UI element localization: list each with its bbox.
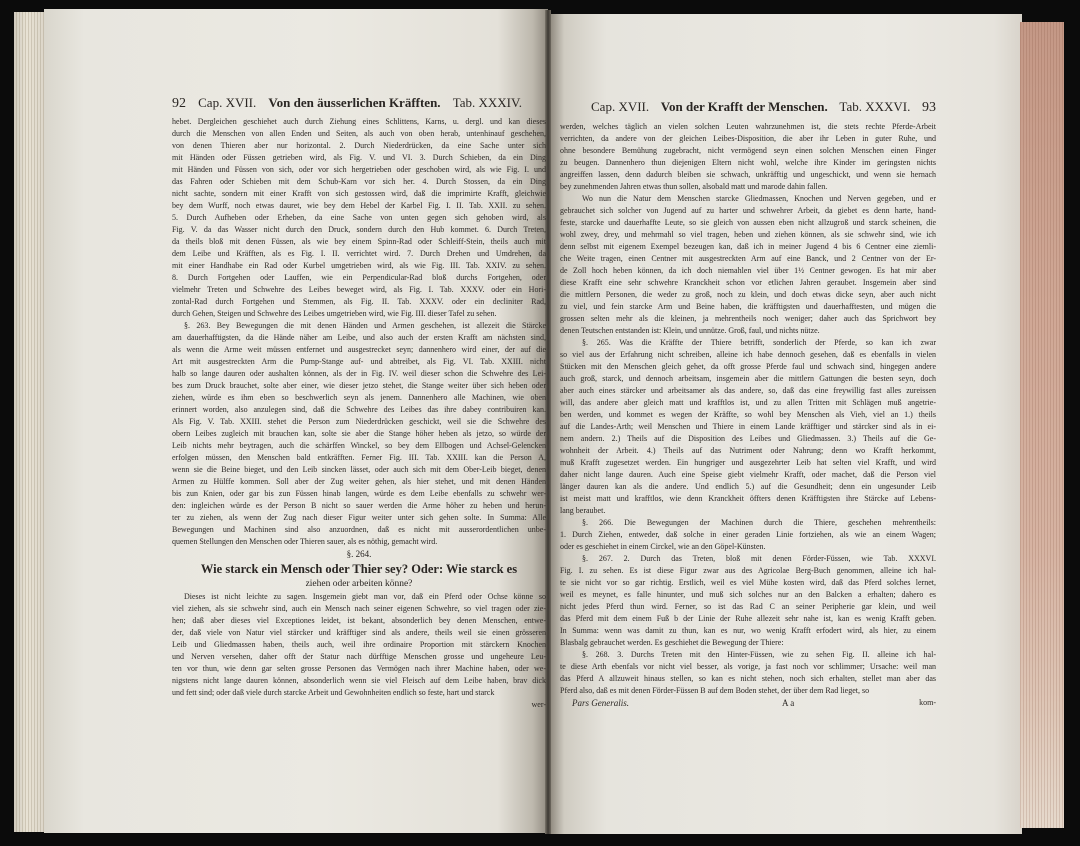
text-line: durch Gehen, Steigen und Schwehre des Leibes umgetrieben wird, wie Fig. III. dieser Tafel zu sehen. bbox=[172, 309, 497, 318]
text-line: vielmehr Treten und Schwehre des Leibes beweget wird, als Fig. I. Tab. XXXV. oder ein Hori- bbox=[172, 285, 546, 294]
text-line: §. 265. Was die Kräffte der Thiere betrifft, sonderlich der Pferde, so kan ich zwar bbox=[582, 338, 936, 347]
right-text-body bbox=[560, 121, 936, 697]
text-line: am dauerhafftigsten, da die Hände näher am Leibe, und also auch der ersten Krafft am nächsten sind, bbox=[172, 333, 546, 342]
paragraph bbox=[172, 320, 546, 548]
text-line: Leib nichts mehr beytragen, auch die schärffen Winckel, so bey dem Ellbogen und Achsel-Gelencken bbox=[172, 441, 546, 450]
text-line: grossen selten mehr als die kleinen, ja mehrentheils noch weniger; daher auch das Sprichwort bey bbox=[560, 314, 936, 323]
paragraph bbox=[560, 121, 936, 193]
text-line: hebet. Dergleichen geschiehet auch durch Ziehung eines Schlittens, Karns, u. dergl. und kan dieses bbox=[172, 117, 546, 126]
text-line: feste, starcke und dauerhaffte Leute, so sie gleich von aussen eben nicht allzugroß und starck scheinen, die bbox=[560, 218, 936, 227]
page-number: 92 bbox=[172, 96, 186, 111]
text-line: che Weite tragen, einen Centner mit ausgestreckten Arm auf eine Banck, und 2 Centner von der Er- bbox=[560, 254, 936, 263]
text-line: zontal-Rad durch Fortgehen und Stemmen, als Fig. II. Tab. XXXV. oder ein decliniter Rad, bbox=[172, 297, 546, 306]
paragraph bbox=[560, 193, 936, 337]
text-line: zu viel, und fein starcke Arm und Beine haben, die kräfftigsten und dauerhafftesten, und mügen die bbox=[560, 302, 936, 311]
footer-title: Pars Generalis. bbox=[572, 698, 629, 708]
text-line: te diese Arth ebenfals vor nicht viel besser, als vorige, ja fast noch vor schlimmer; Ursache: weil man bbox=[560, 662, 936, 671]
text-line: erfolgen müssen, den Menschen bald entkräfften. Ferner Fig. III. Tab. XXIII. kan die Person A, bbox=[172, 453, 546, 462]
text-line: denn selbst mit eigenem Exempel bezeugen kan, daß ich in meiner Jugend 4 bis 6 Centner eine ziemli- bbox=[560, 242, 936, 251]
text-line: mit Händen und Füssen von sich, oder vor sich hergetrieben oder geschoben wird, als wie Fig. I. und bbox=[172, 165, 546, 174]
text-line: zu beugen. Dannenhero thun diejenigen Eltern nicht wohl, welche ihre Kinder im geringsten nichts bbox=[560, 158, 936, 167]
section-heading-line: ziehen oder arbeiten könne? bbox=[305, 579, 413, 589]
text-line: weil es meynet, es falle hinunter, und muß sich solches nur an den Balcken a erhalten; dahero es bbox=[560, 590, 936, 599]
text-line: verrichten, da andere von der gleichen Leibes-Disposition, die aber ihr Leben in guter Ruhe, und bbox=[560, 134, 936, 143]
running-head-chapter: Cap. XVII. bbox=[198, 95, 257, 110]
text-line: Wo nun die Natur dem Menschen starcke Gliedmassen, Knochen und Nerven gegeben, und er bbox=[582, 194, 936, 203]
text-line: In Summa: wenn was damit zu thun, kan es nur, wo wenig Krafft erfodert wird, als hier, zu einem bbox=[560, 626, 936, 635]
text-line: quemen Stellungen den Menschen oder Thieren sauer, als es nöthig, gemacht wird. bbox=[172, 537, 438, 546]
text-line: ter zu ziehen, als wenn der Zug nach dieser Figur weiter unter sich gehen solte. In Summa: Alle bbox=[172, 513, 546, 522]
text-line: erinnert worden, also anzulegen sind, daß die Schwehre des Leibes das ihre dabey contribuiren kan. bbox=[172, 405, 546, 414]
signature-mark: A a bbox=[782, 698, 795, 708]
text-line: lang beraubet. bbox=[560, 506, 606, 515]
text-line: aber auch eines stärcker und arbeitsamer als das andere, so, daß das eine freywillig fast alles zureissen bbox=[560, 386, 936, 395]
text-line: durch die Menschen von allen Enden und Seiten, als auch von oben herab, untenhinauf geschehen, bbox=[172, 129, 546, 138]
text-line: §. 268. 3. Durchs Treten mit den Hinter-Füssen, wie zu sehen Fig. II. alleine ich hal- bbox=[582, 650, 936, 659]
text-line: ten vor thun, wie denn gar selten grosse Personen das Vermögen nach ihrer Machine haben, oder we- bbox=[172, 664, 546, 673]
text-line: Art mit ausgestreckten Arm die Pump-Stange auf- und abtreibet, als Fig. VI. Tab. XXIII. nicht bbox=[172, 357, 546, 366]
text-line: die mittlern Personen, die weder zu groß, noch zu klein, und doch etwas dicke seyn, aber auch nicht bbox=[560, 290, 936, 299]
text-line: das Pferd A allzuweit hinaus stellen, so kan es nicht stehen, noch sich erhalten, stellet man aber das bbox=[560, 674, 936, 683]
text-line: da theils bloß mit denen Füssen, als wie bey einem Spinn-Rad oder Schleiff-Stein, theils auch mit bbox=[172, 237, 546, 246]
text-line: 1. Durch Ziehen, entweder, daß solche in einer geraden Linie fortziehen, als wie an einem Wagen; bbox=[560, 530, 936, 539]
right-running-head bbox=[591, 98, 936, 117]
text-line: und Nerven versehen, daher offt der Statur nach dürfftige Menschen grosse und ungeheure Leu- bbox=[172, 652, 546, 661]
text-line: nicht jedes Pferd thun wird. Ferner, so ist das Rad C an seiner Peripherie gar klein, und weil bbox=[560, 602, 936, 611]
text-line: der, daß viele von Natur viel stärcker und kräfftiger sind als andere, theils weil sie einen grösseren bbox=[172, 628, 546, 637]
left-running-head bbox=[172, 94, 522, 113]
text-line: bis zun Knien, oder gar bis zun Füssen hinab langen, würde es dem Leibe ebenfalls zu schwehr wer- bbox=[172, 489, 546, 498]
running-head-chapter: Cap. XVII. bbox=[591, 99, 650, 114]
running-head-title: Von den äusserlichen Kräfften. bbox=[268, 95, 441, 110]
catchword: wer- bbox=[531, 700, 546, 709]
text-line: denen Teutschen entstanden ist: Klein, und unnütze. Groß, faul, und nichts nütze. bbox=[560, 326, 820, 335]
text-line: wenn sie die Beine bieget, und den Leib sincken lässet, oder auch sich mit dem Ober-Leib bieget, denen bbox=[172, 465, 546, 474]
text-line: viel ziehen, als sie schwehr sind, auch ein Mensch nach seiner eigenen Schwehre, so viel tragen oder zie- bbox=[172, 604, 546, 613]
text-line: mit einer Handhabe ein Rad oder Kurbel umgetrieben wird, als wie Fig. III. Tab. XXIV. zu sehen. bbox=[172, 261, 546, 270]
text-line: das Fahren oder Schieben mit dem Schub-Karn vor sich her. 4. Durch Stossen, da ein Ding bbox=[172, 177, 546, 186]
text-line: Als Fig. V. Tab. XXIII. stehet die Person zum Niederdrücken geschickt, weil sie die Schwehre des bbox=[172, 417, 546, 426]
paragraph bbox=[560, 337, 936, 517]
paragraph bbox=[560, 553, 936, 649]
text-line: von denen Thieren aber nur horizontal. 2. Durch Niederdrücken, da eine Sache unter sich bbox=[172, 141, 546, 150]
text-line: oder es geschiehet in einem Circkel, wie an den Göpel-Künsten. bbox=[560, 542, 766, 551]
text-line: Fig. V. da das Wasser nicht durch den Druck, sondern durch den Hub kommet. 6. Durch Treten, bbox=[172, 225, 546, 234]
text-line: ziehen, würde es ihm eben so beschwerlich seyn als jenem. Dannenhero alle Machinen, wie oben bbox=[172, 393, 546, 402]
page-number: 93 bbox=[922, 100, 936, 115]
section-number: §. 264. bbox=[346, 549, 372, 559]
text-line: bes zum Druck brauchet, solte aber einer, wie dieser jetzo stehet, die Stange weiter über sich heben oder bbox=[172, 381, 546, 390]
text-line: Dieses ist nicht leichte zu sagen. Insgemein giebt man vor, daß ein Pferd oder Ochse könne so bbox=[184, 592, 546, 601]
left-text-before-heading bbox=[172, 116, 546, 548]
text-line: nem andern. 2.) Theils auf die Disposition des Leibes und Gliedmassen. 3.) Theils auf die Ge- bbox=[560, 434, 936, 443]
text-line: und fett sind; oder daß viele durch starcke Arbeit und Gewohnheiten endlich so feste, hart und starck bbox=[172, 688, 495, 697]
text-line: ist meist matt und krafftlos, wie denn Kranckheit öffters denen Kräfftigsten ihre Stärcke auf Lebens- bbox=[560, 494, 936, 503]
text-line: als wenn die Arme weit müssen entfernet und ausgestrecket seyn; dannenhero wird einer, der auf die bbox=[172, 345, 546, 354]
text-line: halb so lange dauren oder aushalten können, als der in Fig. IV. weil dieser schon die Schwehre des Lei- bbox=[172, 369, 546, 378]
running-head-title: Von der Krafft der Menschen. bbox=[660, 99, 828, 114]
left-page-edges bbox=[14, 12, 46, 832]
text-line: Blasbalg gebrauchet werden. Es geschiehet die Bewegung der Thiere: bbox=[560, 638, 784, 647]
text-line: länger dauren kan als die andere. Und endlich 5.) auf die Gesundheit; denn ein ungesunder Leib bbox=[560, 482, 936, 491]
paragraph bbox=[560, 517, 936, 553]
text-line: bey dem Wurff, noch etwas dauret, wie bey dem Hebel der Karbel Fig. I. II. Tab. XXII. zu sehen. bbox=[172, 201, 546, 210]
right-page-edges bbox=[1020, 22, 1064, 828]
text-line: nicht sachte, sondern mit einer Krafft von sich gestossen wird, daß die imprimirte Krafft, gleichwie bbox=[172, 189, 546, 198]
text-line: Leib und Gliedmassen haben, theils auch, weil ihre ordinaire Proportion mit stärckern Knochen bbox=[172, 640, 546, 649]
text-line: §. 266. Die Bewegungen der Machinen durch die Thiere, geschehen mehrentheils: bbox=[582, 518, 936, 527]
text-line: 5. Durch Aufheben oder Erheben, da eine Sache von unten gegen sich gehoben wird, als bbox=[172, 213, 546, 222]
section-heading-line: Wie starck ein Mensch oder Thier sey? Oder: Wie starck es bbox=[200, 562, 518, 576]
text-line: wohnheit der Arbeit. 4.) Theils auf das Nutriment oder Nahrung; denn wo Krafft herkommt, bbox=[560, 446, 936, 455]
text-line: muß Krafft zugesetzet werden. Ein hungriger und ausgezehrter Leib hat selten viel Krafft, und wird bbox=[560, 458, 936, 467]
text-line: mit Händen oder Füssen getrieben wird, als Fig. V. und VI. 3. Durch Schieben, da ein Ding bbox=[172, 153, 546, 162]
text-line: bey zunehmenden Jahren etwas thun sollen, alsobald matt und marode dahin fallen. bbox=[560, 182, 828, 191]
text-line: obern Leibes zugleich mit brauchen kan, solte sie aber die Stange höher heben als jetzo, so würde der bbox=[172, 429, 546, 438]
text-line: angreiffen lassen, denn dadurch bleiben sie schwach, unkräfftig und ungeschickt, und wenn sie hernach bbox=[560, 170, 936, 179]
running-head-table: Tab. XXXIV. bbox=[452, 95, 522, 110]
left-page-text bbox=[172, 116, 546, 711]
text-line: §. 263. Bey Bewegungen die mit denen Händen und Armen geschehen, ist allezeit die Stärcke bbox=[184, 321, 546, 330]
running-head-table: Tab. XXXVI. bbox=[839, 99, 911, 114]
page-footer bbox=[560, 697, 936, 709]
paragraph bbox=[560, 649, 936, 697]
text-line: auch groß, starck, und dennoch arbeitsam, insgemein aber die mittlern Gattungen die besten seyn, doch bbox=[560, 374, 936, 383]
text-line: hen; daß aber dieses viel Exceptiones leidet, ist bekant, absonderlich bey denen Menschen, entwe- bbox=[172, 616, 546, 625]
text-line: auf die Landes-Arth; weil Menschen und Thiere in einem Lande kräfftiger und stärcker sind als in ei- bbox=[560, 422, 936, 431]
right-page-text bbox=[560, 121, 936, 709]
text-line: wohl zwey, drey, und mehrmahl so viel tragen, heben und ziehen können, als sie schwehr sind, wie ich bbox=[560, 230, 936, 239]
text-line: das Pferd mit dem einem Fuß b der Linie der Ruhe allezeit sehr nahe ist, kan es wenig Krafft geben. bbox=[560, 614, 936, 623]
text-line: daher nicht lange dauren. Auch eine Speise giebt vielmehr Krafft, oder machet, daß die Person viel bbox=[560, 470, 936, 479]
text-line: dem Leibe und Kräfften, als es Fig. I. II. verrichtet wird. 7. Durch Drehen und Umdrehen, da bbox=[172, 249, 546, 258]
text-line: te sie nicht vor so gar richtig. Erstlich, weil es viel Mühe kosten wird, daß das Pferd solches lernet, bbox=[560, 578, 936, 587]
text-line: so viel aus der Erfahrung nicht schreiben, alleine ich habe dennoch gesehen, daß es ebenfalls in vielen bbox=[560, 350, 936, 359]
text-line: Stücken mit den Menschen gleich gehet, da offt grosse Pferde faul und schwach sind, hingegen andere bbox=[560, 362, 936, 371]
text-line: 8. Durch Fortgehen oder Lauffen, wie ein Perpendicular-Rad bloß durchs Fortgehen, oder bbox=[172, 273, 546, 282]
paragraph bbox=[172, 591, 546, 699]
catchword: kom- bbox=[919, 698, 936, 707]
text-line: Bewegungen und Machinen sind also anzuordnen, daß es nicht mit ausserordentlichen unbe- bbox=[172, 525, 546, 534]
text-line: de Zoll hoch heben können, da ich doch niemahlen viel über 1½ Centner gewogen. Es hat mir aber bbox=[560, 266, 936, 275]
text-line: den: ingleichen würde es der Person B nicht so sauer werden die Arme höher zu heben und herun- bbox=[172, 501, 546, 510]
text-line: Armen zu Hülffe kommen. Soll aber der Zug weiter gehen, als hier stehet, und mit denen Händen bbox=[172, 477, 546, 486]
left-text-after-heading bbox=[172, 591, 546, 699]
text-line: diese Krafft eine sehr schwehre Kranckheit schon vor etlichen Jahren geraubet. Insgemein aber sind bbox=[560, 278, 936, 287]
text-line: will, das andere aber gleich matt und krafftlos ist, und zu allen Tritten mit Schlägen muß angetrie- bbox=[560, 398, 936, 407]
paragraph bbox=[172, 116, 546, 320]
text-line: ohne besondere Bemühung zugebracht, nicht vermögend seyn einen solchen Menschen einen Finger bbox=[560, 146, 936, 155]
text-line: werden, welches täglich an vielen solchen Leuten wahrzunehmen ist, die stets rechte Pferde-Arbeit bbox=[560, 122, 936, 131]
text-line: Fig. I. zu sehen. Es ist diese Figur zwar aus des Agricolae Berg-Buch genommen, alleine ich hal- bbox=[560, 566, 936, 575]
text-line: Pferd also, daß es mit denen Förder-Füssen B auf dem Boden stehet, der über dem Rad lieget, so bbox=[560, 686, 870, 695]
text-line: §. 267. 2. Durch das Treten, bloß mit denen Förder-Füssen, wie Tab. XXXVI. bbox=[582, 554, 936, 563]
text-line: gebrauchet sich solcher von Jugend auf zu harter und schwehrer Arbeit, da giebet es denn harte, hand- bbox=[560, 206, 936, 215]
text-line: nigstens nicht lange dauren können, absonderlich wenn sie viel Fleisch auf dem Leibe haben, brav dick bbox=[172, 676, 546, 685]
text-line: ben werden, und kommet es wegen der Kräffte, so wohl bey Menschen als Vieh, viel an 1.) theils bbox=[560, 410, 936, 419]
